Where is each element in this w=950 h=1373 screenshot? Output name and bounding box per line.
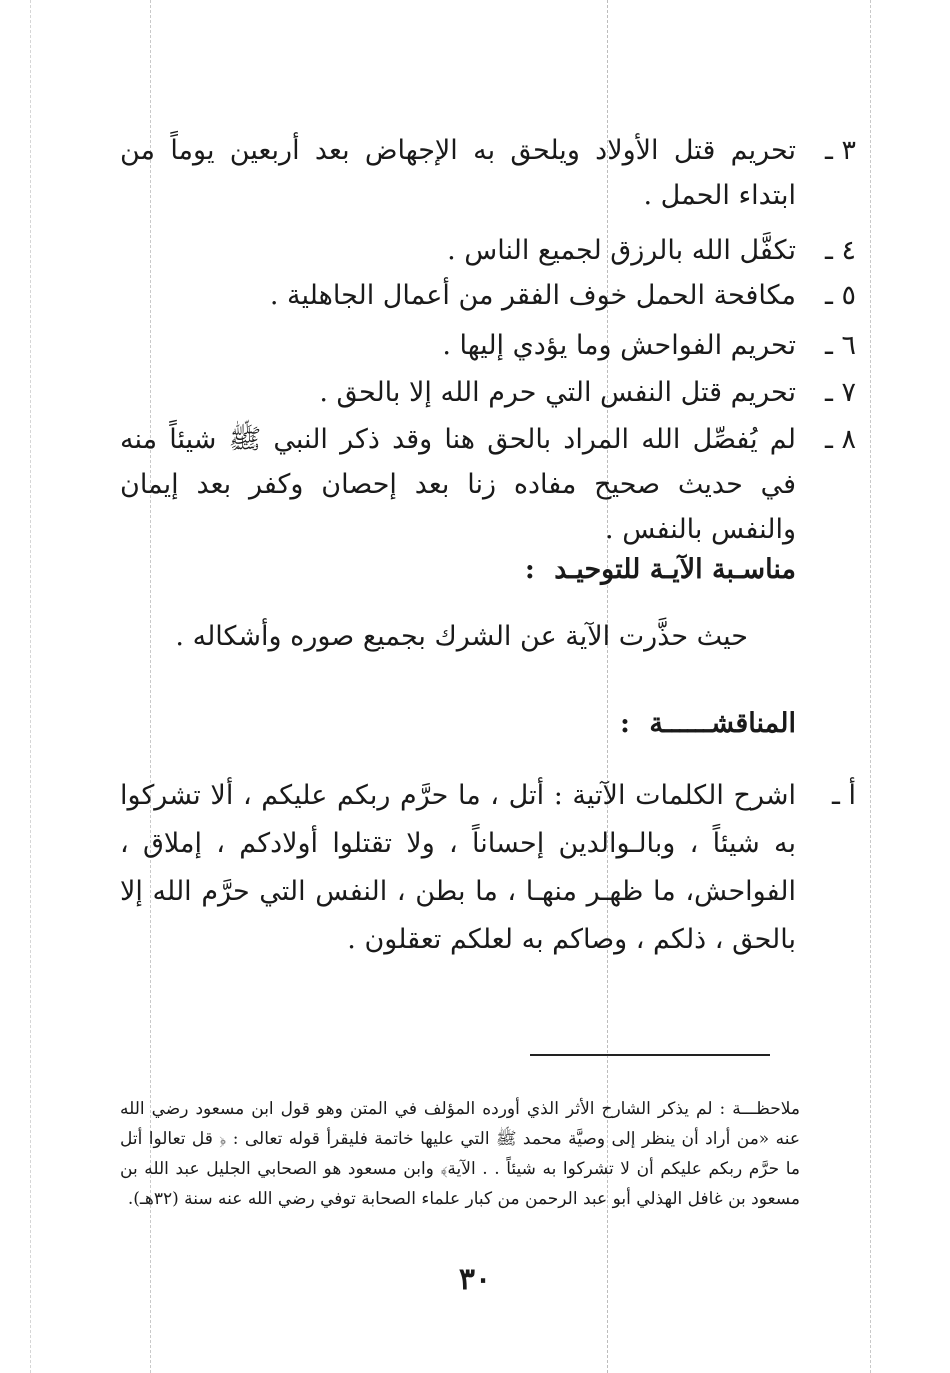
item-number: ٨ ـ: [824, 424, 856, 455]
section-heading-relevance: [525, 548, 796, 592]
item-text: مكافحة الحمل خوف الفقر من أعمال الجاهلية .: [269, 280, 796, 311]
item-text: تحريم قتل الأولاد ويلحق به الإجهاض بعد أربعين يوماً من ابتداء الحمل .: [120, 135, 796, 211]
list-item: [120, 323, 856, 368]
item-text: لم يُفصِّل الله المراد بالحق هنا وقد ذكر النبي ﷺ شيئاً منه في حديث صحيح مفاده زنا بعد إحصان وكفر بعد إيمان والنفس بالنفس .: [120, 424, 796, 545]
section-heading-discussion: [620, 702, 796, 746]
footnote-separator: [530, 1054, 770, 1056]
item-number: ٥ ـ: [824, 280, 856, 311]
item-number: ٤ ـ: [824, 235, 856, 266]
list-item: [120, 128, 856, 218]
heading-colon: :: [619, 708, 630, 739]
list-item: [120, 417, 856, 552]
item-text: تحريم الفواحش وما يؤدي إليها .: [442, 330, 796, 361]
list-item: [120, 370, 856, 415]
item-text: تحريم قتل النفس التي حرم الله إلا بالحق .: [319, 377, 796, 408]
list-item: [120, 228, 856, 273]
item-number: ٦ ـ: [824, 330, 856, 361]
question-label: أ ـ: [832, 780, 856, 811]
relevance-paragraph: حيث حذَّرت الآية عن الشرك بجميع صوره وأشكاله .: [175, 621, 748, 652]
heading-text: المناقشــــــة: [649, 708, 796, 739]
item-text: تكفَّل الله بالرزق لجميع الناس .: [447, 235, 796, 266]
heading-colon: :: [524, 554, 535, 585]
scan-guide-line: [30, 0, 31, 1373]
page-number: ٣٠: [458, 1262, 492, 1297]
question-text: اشرح الكلمات الآتية : أتل ، ما حرَّم ربكم عليكم ، ألا تشركوا به شيئاً ، وبالـوالدين إحساناً ، ولا تقتلوا أولادكم ، إملاق ، الفواحش، ما ظهـر منهـا ، ما بطن ، النفس التي حرَّم الله إلا بالحق ، ذلكم ، وصاكم به لعلكم تعقلون .: [120, 780, 796, 955]
discussion-question: [120, 772, 856, 964]
list-item: [120, 273, 856, 318]
scan-guide-line: [870, 0, 871, 1373]
heading-text: مناسـبة الآيـة للتوحيـد: [554, 554, 796, 585]
footnote: ملاحظـــة : لم يذكر الشارح الأثر الذي أورده المؤلف في المتن وهو قول ابن مسعود رضي الله عنه «من أراد أن ينظر إلى وصيَّة محمد ﷺ التي عليها خاتمة فليقرأ قوله تعالى : ﴿ قل تعالوا أتل ما حرَّم ربكم عليكم أن لا تشركوا به شيئاً . . الآية﴾ وابن مسعود هو الصحابي الجليل عبد الله بن مسعود بن غافل الهذلي أبو عبد الرحمن من كبار علماء الصحابة توفي رضي الله عنه سنة (٣٢هـ).: [120, 1099, 800, 1209]
item-number: ٧ ـ: [824, 377, 856, 408]
item-number: ٣ ـ: [824, 135, 856, 166]
